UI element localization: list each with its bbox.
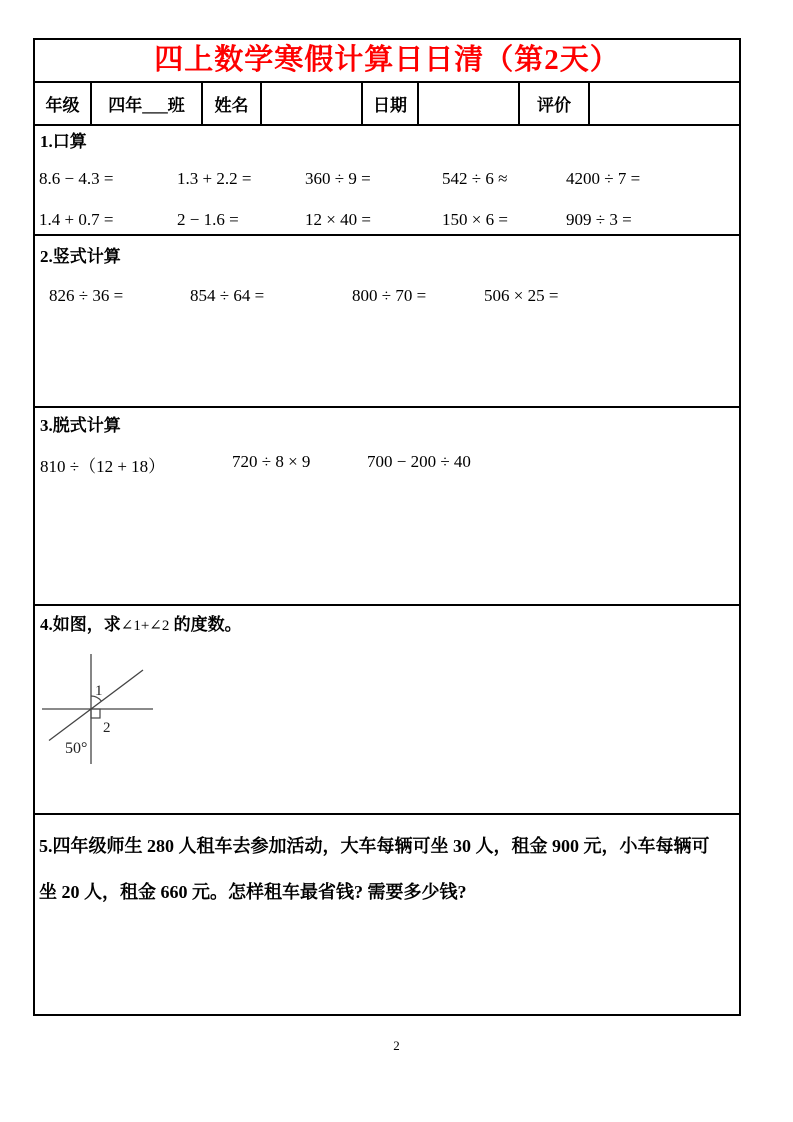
section-heading: 2.竖式计算	[40, 247, 121, 266]
info-header-row	[35, 81, 739, 124]
date-label: 日期	[363, 83, 419, 124]
oral-calculation-row-2	[35, 210, 739, 230]
angle1-label: 1	[95, 683, 103, 699]
section-heading: 3.脱式计算	[40, 416, 121, 435]
heading-suffix: 的度数。	[169, 615, 242, 634]
right-angle-mark	[91, 709, 100, 718]
angle2-label: 2	[103, 720, 111, 736]
grade-value: 四年___班	[92, 83, 203, 124]
section-angle-problem	[35, 604, 739, 813]
heading-prefix: 4.如图，求	[40, 615, 121, 634]
expression: 12 × 40 =	[305, 210, 371, 229]
angle-expression: ∠1+∠2	[120, 618, 170, 634]
given-angle-label: 50°	[65, 740, 88, 757]
expression: 1.4 + 0.7 =	[39, 210, 114, 229]
word-problem-text	[35, 815, 739, 915]
page-number: 2	[393, 1038, 400, 1053]
expression: 700 − 200 ÷ 40	[367, 452, 471, 471]
expression: 2 − 1.6 =	[177, 210, 239, 229]
step-calculation-row	[35, 452, 739, 477]
expression: 542 ÷ 6 ≈	[442, 169, 508, 188]
date-input-cell[interactable]	[419, 83, 520, 124]
expression: 1.3 + 2.2 =	[177, 169, 252, 188]
title-row	[35, 40, 739, 81]
name-label: 姓名	[203, 83, 262, 124]
expression: 360 ÷ 9 =	[305, 169, 371, 188]
oral-calculation-row-1	[35, 169, 739, 189]
section-word-problem	[35, 813, 739, 1014]
section-oral-calculation	[35, 124, 739, 234]
expression: 4200 ÷ 7 =	[566, 169, 641, 188]
section-heading: 1.口算	[40, 132, 87, 151]
expression: 909 ÷ 3 =	[566, 210, 632, 229]
expression: 800 ÷ 70 =	[352, 286, 427, 305]
grade-label: 年级	[35, 83, 92, 124]
diagonal-line	[49, 670, 143, 741]
evaluation-input-cell[interactable]	[590, 83, 739, 124]
vertical-calculation-row	[35, 286, 739, 306]
worksheet-title: 四上数学寒假计算日日清（第2天）	[154, 44, 620, 76]
expression: 8.6 − 4.3 =	[39, 169, 114, 188]
section-heading	[35, 606, 739, 638]
word-problem-line-1: 5.四年级师生 280 人租车去参加活动，大车每辆可坐 30 人，租金 900 元，小车每辆可	[39, 836, 710, 856]
expression: 810 ÷（12 + 18）	[40, 457, 166, 476]
expression: 150 × 6 =	[442, 210, 508, 229]
section-step-calculation	[35, 406, 739, 604]
section-vertical-calculation	[35, 234, 739, 406]
expression: 506 × 25 =	[484, 286, 559, 305]
angle-diagram-svg	[40, 650, 170, 775]
expression: 720 ÷ 8 × 9	[232, 452, 311, 471]
evaluation-label: 评价	[520, 83, 590, 124]
expression: 826 ÷ 36 =	[49, 286, 124, 305]
angle-diagram	[40, 650, 739, 775]
word-problem-line-2: 坐 20 人，租金 660 元。怎样租车最省钱? 需要多少钱?	[39, 882, 467, 902]
name-input-cell[interactable]	[262, 83, 363, 124]
worksheet-table	[33, 38, 741, 1016]
expression: 854 ÷ 64 =	[190, 286, 265, 305]
